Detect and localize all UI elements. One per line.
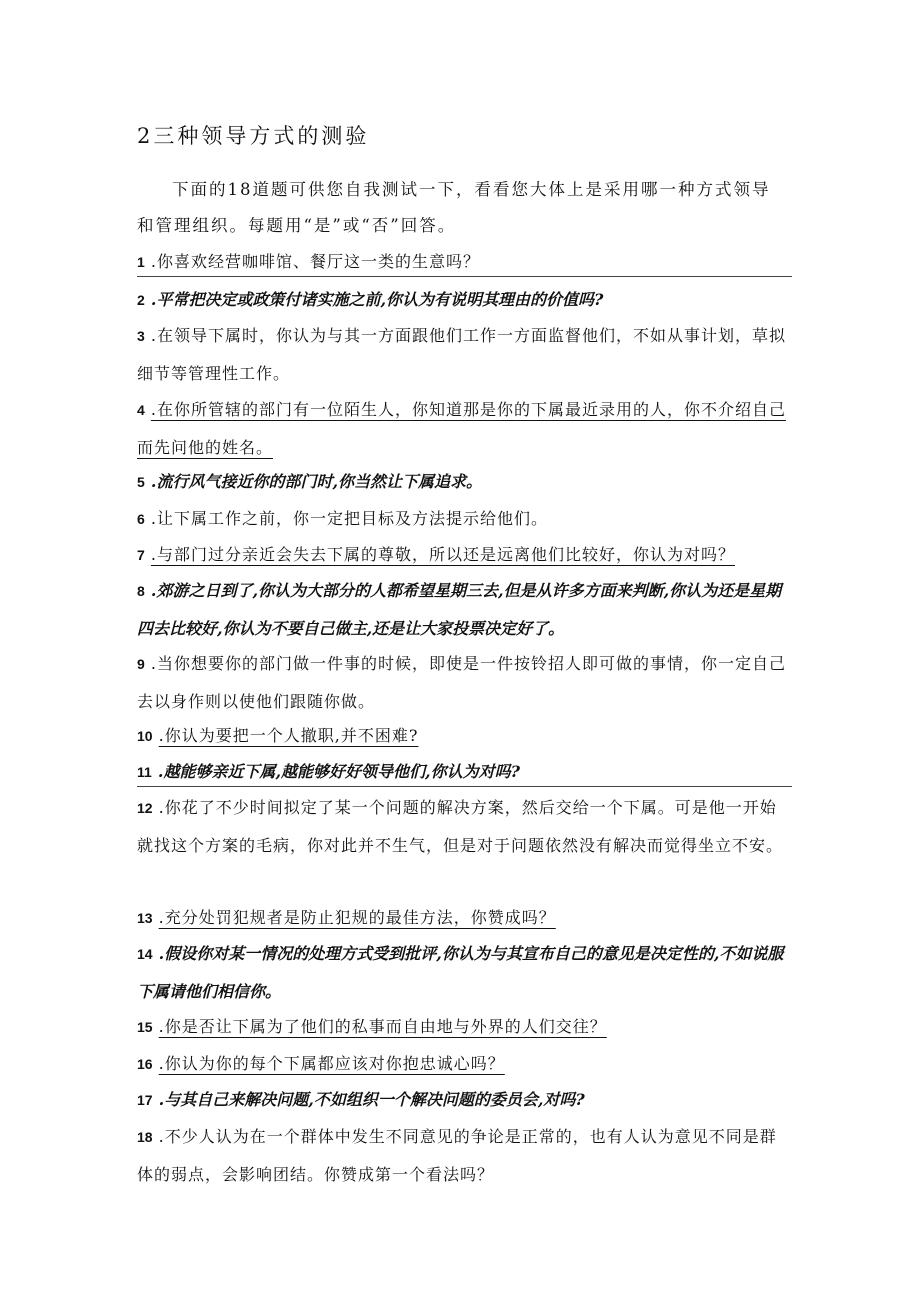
question-5: 5 .流行风气接近你的部门时,你当然让下属追求。 <box>137 472 483 491</box>
question-14: 14 .假设你对某一情况的处理方式受到批评,你认为与其宣布自己的意见是决定性的,不如说服下属请他们相信你。 <box>137 944 784 1001</box>
divider <box>137 276 792 277</box>
question-17: 17 .与其自己来解决问题,不如组织一个解决问题的委员会,对吗? <box>137 1090 585 1109</box>
question-8: 8 .郊游之日到了,你认为大部分的人都希望星期三去,但是从许多方面来判断,你认为还是星期四去比较好,你认为不要自己做主,还是让大家投票决定好了。 <box>137 581 782 638</box>
question-15: 15 .你是否让下属为了他们的私事而自由地与外界的人们交往？ <box>137 1017 607 1036</box>
question-16: 16 .你认为你的每个下属都应该对你抱忠诚心吗？ <box>137 1054 505 1073</box>
intro-paragraph: 下面的18道题可供您自我测试一下，看看您大体上是采用哪一种方式领导和管理组织。每题用“是”或“否”回答。 <box>137 180 771 235</box>
question-1: 1 .你喜欢经营咖啡馆、餐厅这一类的生意吗？ <box>137 252 480 271</box>
question-18: 18 .不少人认为在一个群体中发生不同意见的争论是正常的，也有人认为意见不同是群体的弱点，会影响团结。你赞成第一个看法吗？ <box>137 1127 777 1184</box>
question-13: 13 .充分处罚犯规者是防止犯规的最佳方法，你赞成吗？ <box>137 908 556 927</box>
divider <box>137 786 792 787</box>
question-10: 10 .你认为要把一个人撤职,并不困难? <box>137 726 419 745</box>
question-7: 7 .与部门过分亲近会失去下属的尊敬，所以还是远离他们比较好，你认为对吗？ <box>137 545 735 564</box>
question-2: 2 .平常把决定或政策付诸实施之前,你认为有说明其理由的价值吗? <box>137 290 604 309</box>
question-12: 12 .你花了不少时间拟定了某一个问题的解决方案，然后交给一个下属。可是他一开始就找这个方案的毛病，你对此并不生气，但是对于问题依然没有解决而觉得坐立不安。 <box>137 798 784 855</box>
question-3: 3 .在领导下属时，你认为与其一方面跟他们工作一方面监督他们，不如从事计划，草拟细节等管理性工作。 <box>137 326 786 383</box>
question-4: 4 .在你所管辖的部门有一位陌生人，你知道那是你的下属最近录用的人，你不介绍自己而先问他的姓名。 <box>137 400 786 457</box>
question-6: 6 .让下属工作之前，你一定把目标及方法提示给他们。 <box>137 509 548 528</box>
document-title: 2三种领导方式的测验 <box>137 124 370 148</box>
question-9: 9 .当你想要你的部门做一件事的时候，即使是一件按铃招人即可做的事情，你一定自己去以身作则以使他们跟随你做。 <box>137 654 786 711</box>
question-11: 11 .越能够亲近下属,越能够好好领导他们,你认为对吗? <box>137 762 520 781</box>
